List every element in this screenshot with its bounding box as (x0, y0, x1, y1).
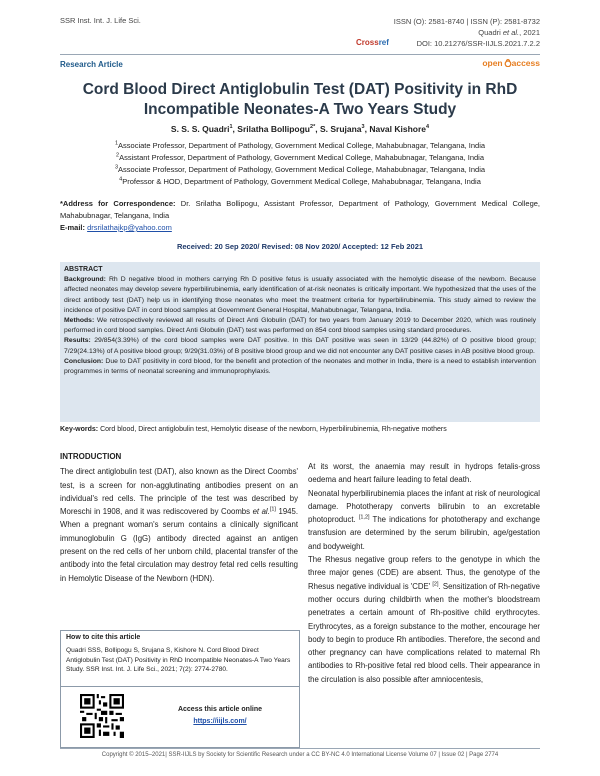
body-right-column (308, 460, 540, 686)
abstract-label: Methods: (64, 317, 95, 325)
header-meta (394, 16, 540, 49)
author-name: S. Srujana (319, 124, 362, 134)
affiliation (60, 176, 540, 188)
author-year-line (394, 27, 540, 38)
affiliation (60, 164, 540, 176)
header-divider (60, 54, 540, 55)
access-link[interactable]: https://iijls.com/ (193, 718, 247, 725)
affiliations (60, 140, 540, 188)
correspondence-text: Dr. Srilatha Bollipogu, Assistant Professor, Department of Pathology, Government Medical College, Mahabubnagar, Telangana, India (60, 199, 540, 220)
affiliation-text: Assistant Professor, Department of Pathology, Government Medical College, Mahabubnagar, Telangana, India (119, 153, 484, 162)
author-name: S. S. S. Quadri (170, 124, 230, 134)
keywords-label: Key-words: (60, 426, 99, 433)
citation-ref[interactable]: [2] (432, 581, 439, 588)
body-text: Neonatal hyperbilirubinemia places the infant at risk of neurological damage. Phototherapy converts bilirubin to an excretable photoproduct. (308, 488, 540, 525)
body-left-column (60, 450, 298, 585)
body-paragraph (308, 487, 540, 553)
affiliation (60, 140, 540, 152)
intro-paragraph (60, 465, 298, 585)
qr-code-icon[interactable] (80, 694, 124, 738)
author-year-year: , 2021 (519, 28, 540, 37)
affiliation-text: Professor & HOD, Department of Pathology, Government Medical College, Mahabubnagar, Telangana, India (122, 177, 481, 186)
citation-text: Quadri SSS, Bollipogu S, Srujana S, Kishore N. Cord Blood Direct Antiglobulin Test (DAT) Positivity in RhD Incompatible Neonates-A Two Years Study. SSR Inst. Int. J. Life Sci., 2021; 7(2): 2774-2780. (66, 647, 291, 674)
abstract-conclusion-para (64, 357, 536, 377)
affiliation-sup: 2 (116, 152, 120, 159)
citation-ref[interactable]: [1] (269, 506, 276, 513)
abstract-label: Conclusion: (64, 357, 104, 365)
abstract-text: We retrospectively reviewed all results of Direct Anti Globulin (DAT) for two years from January 2019 to December 2020, which was routinely performed in cord blood samples. Direct Anti Globulin (DAT) test was performed on 854 cord blood samples using standard procedures. (64, 317, 536, 335)
email-link[interactable]: drsrilathajkp@yahoo.com (87, 223, 172, 232)
abstract (64, 265, 536, 377)
footer-text: Copyright © 2015–2021| SSR-IIJLS by Society for Scientific Research under a CC BY-NC 4.0 International License Volume 07 | Issue 02 | Page 2774 (101, 752, 499, 758)
abstract-background-para (64, 275, 536, 316)
correspondence-label: *Address for Correspondence: (60, 199, 176, 208)
affiliation-sup: 4 (119, 176, 123, 183)
author-list: S. S. S. Quadri$^1$, Srilatha Bollipogu$^{2*}$, S. Srujana$^3$, Naval Kishore$^4$ (170, 124, 430, 134)
crossref-suffix: ref (378, 38, 389, 47)
intro-text: The direct antiglobulin test (DAT), also known as the Direct Coombs' test, is a screen for non-agglutinating antibodies present on an individual's red cells. The principle of the test was described by Moreschi in 1908, and it was rediscovered by Coombs (60, 467, 298, 517)
intro-text: 1945. When a pregnant woman's serum contains a clinically significant immunoglobulin G (IgG) antibody directed against an antigen present on the red cells of her unborn child, placental transfer of the antibody into the fetal circulation may destroy fetal red cells resulting in Hemolytic Disease of the Newborn (HDN). (60, 507, 299, 583)
intro-heading: INTRODUCTION (60, 452, 122, 461)
body-paragraph (308, 553, 540, 686)
affiliation (60, 152, 540, 164)
access-heading: Access this article online (177, 706, 263, 713)
citation-heading: How to cite this article (66, 634, 141, 641)
open-access-word-2: access (511, 58, 540, 68)
body-text: . Sensitization of Rh-negative mother occurs during childbirth when the mother's bloodstream penetrates a certain amount of Rh-positive child erythrocytes. Erythrocytes, as a foreign substance to the mother, encourage her body to begin to produce Rh antibodies. Therefore, the second and other pregnancy can have complications related to maternal Rh antibodies to Rh-positive fetal red blood cells. Their appearance in the circulation is also possible after amniocentesis, (308, 581, 540, 684)
abstract-text: 29/854(3.39%) of the cord blood samples were DAT positive. In this DAT positive was seen in 13/29 (44.82%) of O positive blood group; 7/29(24.13%) of A positive blood group; 9/29(31.03%) of B positive blood group and we did not encounter any DAT positive cases in AB positive blood group. (64, 337, 536, 355)
issn-line: ISSN (O): 2581-8740 | ISSN (P): 2581-8732 (393, 17, 540, 26)
email-label: E-mail: (60, 223, 86, 232)
author-sup: 2* (310, 124, 316, 131)
abstract-results-para (64, 336, 536, 356)
affiliation-text: Associate Professor, Department of Pathology, Government Medical College, Mahabubnagar, Telangana, India (118, 141, 486, 150)
intro-etal: et al. (252, 507, 270, 517)
affiliation-sup: 1 (114, 140, 119, 147)
keywords-text: Cord blood, Direct antiglobulin test, Hemolytic disease of the newborn, Hyperbilirubinemia, Rh-negative mothers (100, 426, 447, 433)
affiliation-text: Associate Professor, Department of Pathology, Government Medical College, Mahabubnagar, Telangana, India (118, 165, 486, 174)
affiliation-sup: 3 (114, 164, 119, 171)
open-access-word-1: open (482, 58, 503, 68)
doi-line[interactable]: DOI: 10.21276/SSR-IIJLS.2021.7.2.2 (416, 39, 540, 48)
body-text: The Rhesus negative group refers to the genotype in which the three major genes (CDE) are absent. Thus, the genotype of the Rhesus negative individual is 'CDE' (308, 555, 540, 591)
abstract-text: Due to DAT positivity in cord blood, for the benefit and protection of the neonates and mother in India, there is a need to establish intervention programmes in terms of neonatal screening and immunoprophylaxis. (64, 357, 536, 376)
crossref-logo[interactable] (356, 38, 389, 47)
abstract-label: Background: (64, 276, 106, 284)
abstract-heading: ABSTRACT (64, 266, 103, 273)
keywords (60, 426, 540, 433)
open-access-badge (482, 58, 540, 68)
body-paragraph: At its worst, the anaemia may result in hydrops fetalis-gross oedema and heart failure leading to fetal death. (308, 462, 540, 485)
author-name: Naval Kishore (369, 124, 427, 134)
open-lock-icon (504, 59, 512, 67)
abstract-methods-para (64, 316, 536, 336)
abstract-label: Results: (64, 337, 91, 345)
author-year-etal: et al. (502, 28, 520, 37)
article-title: Cord Blood Direct Antiglobulin Test (DAT) Positivity in RhD Incompatible Neonates-A Two Years Study (82, 81, 518, 118)
author-name: Srilatha Bollipogu (237, 124, 311, 134)
journal-short-title: SSR Inst. Int. J. Life Sci. (60, 16, 141, 25)
author-sup: 1 (229, 124, 233, 131)
correspondence (60, 198, 540, 234)
footer-divider (60, 748, 540, 749)
citation-ref[interactable]: [1,2] (358, 514, 370, 521)
abstract-text: Rh D negative blood in mothers carrying Rh D positive fetus is usually associated with the hemolytic disease of the newborn. Because affected neonates may develop severe hyperbilirubinemia, early identification of at-risk neonates is critically important. We hypothesized that the uses of the direct antibody test (DAT) help us in identifying those neonates who meet the treatment criteria for hyperbilirubinemia. This study aimed to review the incidence of positive DAT in cord blood samples at Government General Hospital, Mahabubnagar, Telangana, India. (64, 276, 536, 314)
section-label: Research Article (60, 60, 123, 69)
article-dates: Received: 20 Sep 2020/ Revised: 08 Nov 2020/ Accepted: 12 Feb 2021 (176, 242, 424, 251)
body-text: The indications for phototherapy and exchange transfusion are determined by the serum bilirubin, age/gestation and bodyweight. (308, 515, 540, 551)
author-sup: 4 (426, 124, 430, 131)
crossref-brand: Cross (356, 38, 379, 47)
author-year-name: Quadri (478, 28, 501, 37)
citation-divider (60, 686, 300, 687)
author-sup: 3 (361, 124, 365, 131)
